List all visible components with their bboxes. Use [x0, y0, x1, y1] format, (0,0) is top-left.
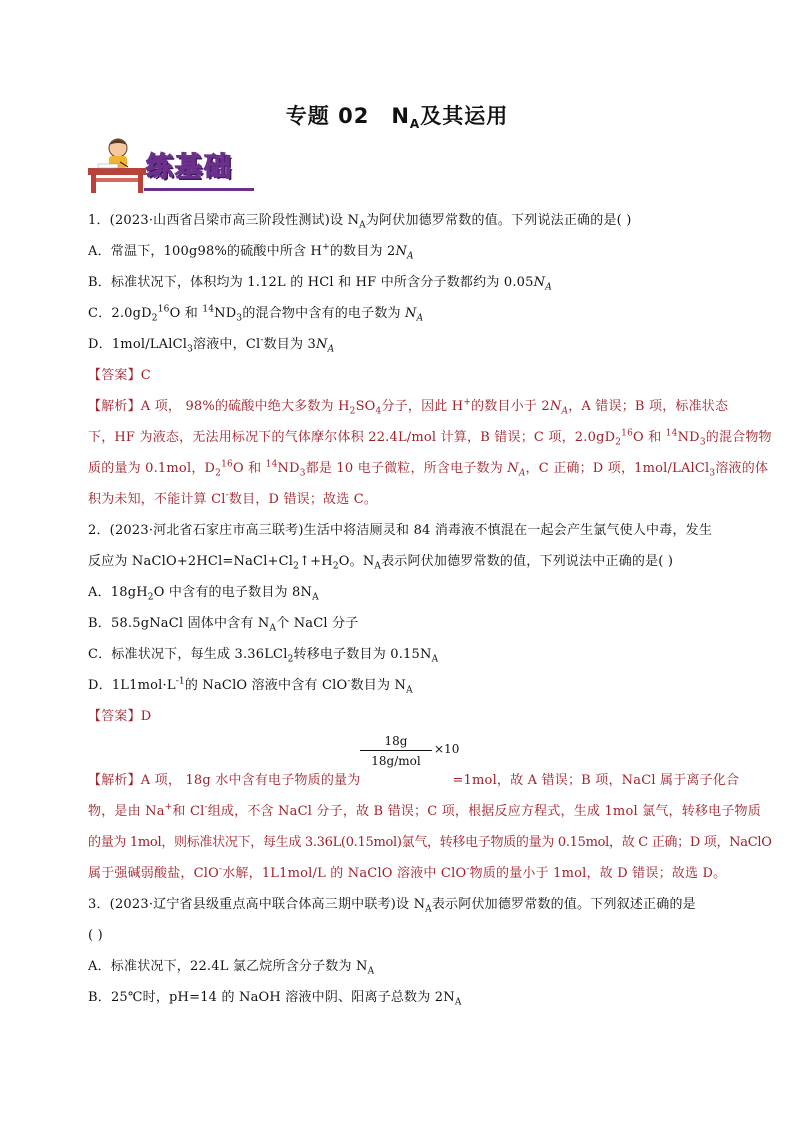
- q1-explanation-line2: 下，HF 为液态，无法用标况下的气体摩尔体积 22.4L/mol 计算，B 错误；C 项，$2.0gD_2^{16}O$ 和 $^{14}ND_3$的混合物物: [88, 428, 772, 448]
- q2-option-c: C．标准状况下，每生成 3.36LCl$_2$转移电子数目为 $0.15N_A$: [88, 647, 439, 665]
- q3-stem-line1: 3．(2023·辽宁省县级重点高中联合体高三期中联考)设 $N_A$表示阿伏加德罗常数的值。下列叙述正确的是: [88, 897, 696, 915]
- q1-option-c: C．$2.0gD_2^{16}O$ 和 $^{14}ND_3$的混合物中含有的电子数为 $N_A$: [88, 304, 424, 324]
- q1-option-d: D．1mol/LAlCl$_3$溶液中，Cl-数目为 $3N_A$: [88, 335, 335, 355]
- q2-option-b: B．58.5gNaCl 固体中含有 $N_A$个 NaCl 分子: [88, 616, 359, 634]
- q2-explanation-line1: 【解析】A 项， 18g 水中含有电子物质的量为 =1mol，故 A 错误；B 项，NaCl 属于离子化合: [88, 773, 740, 788]
- q2-option-a: A．$18gH_2O$ 中含有的电子数目为 $8N_A$: [88, 585, 319, 603]
- q1-explanation-line1: 【解析】A 项， 98%的硫酸中绝大多数为 $H_2SO_4$分子，因此 H+的数目小于 $2N_A$，A 错误；B 项，标准状态: [88, 397, 729, 417]
- title-symbol: N: [391, 104, 410, 128]
- q2-stem-line1: 2．(2023·河北省石家庄市高三联考)生活中将洁厕灵和 84 消毒液不慎混在一起会产生氯气使人中毒，发生: [88, 523, 713, 538]
- fraction-multiplier: ×10: [434, 742, 460, 756]
- title-subscript: A: [409, 117, 421, 132]
- q2-explanation-line2: 物，是由 Na+和 Cl-组成，不含 NaCl 分子，故 B 错误；C 项，根据反应方程式，生成 1mol 氯气，转移电子物质: [88, 802, 761, 819]
- q2-option-d: D．$1L1mol\cdot L^{-1}$的 NaClO 溶液中含有 ClO-数目为 $N_A$: [88, 676, 413, 696]
- q1-explanation-line4: 积为未知，不能计算 Cl-数目，D 错误；故选 C。: [88, 490, 378, 507]
- q3-option-a: A．标准状况下，22.4L 氯乙烷所含分子数为 $N_A$: [88, 959, 375, 977]
- q1-explanation-line3: 质的量为 0.1mol，$D_2^{16}O$ 和 $^{14}ND_3$都是 10 电子微粒，所含电子数为 $N_A$，C 正确；D 项，1mol/LAlCl$_3$溶液的体: [88, 459, 769, 479]
- question-list: [88, 205, 772, 1013]
- q3-option-b: B．25℃时，pH=14 的 NaOH 溶液中阴、阳离子总数为 $2N_A$: [88, 990, 462, 1008]
- title-prefix: 专题 02: [285, 104, 370, 128]
- q2-fraction-row: [88, 732, 736, 787]
- q1-stem: 1．(2023·山西省吕梁市高三阶段性测试)设 $N_A$为阿伏加德罗常数的值。下列说法正确的是( ): [88, 213, 632, 231]
- q2-explanation-line3: 的量为 1mol，则标准状况下，每生成 3.36L(0.15mol)氯气，转移电子物质的量为 0.15mol，故 C 正确；D 项，NaClO: [88, 835, 772, 850]
- page-title: [0, 100, 794, 130]
- banner-label: 练基础: [146, 152, 233, 183]
- q2-stem-line2: 反应为 $NaClO+2HCl=NaCl+Cl_2↑+H_2O$。$N_A$表示阿伏加德罗常数的值，下列说法中正确的是( ): [88, 554, 674, 572]
- title-suffix: 及其运用: [420, 104, 509, 128]
- q1-option-b: B．标准状况下，体积均为 1.12L 的 HCl 和 HF 中所含分子数都约为 $0.05N_A$: [88, 275, 552, 293]
- q2-explanation-line4: 属于强碱弱酸盐，ClO-水解，1L1mol/L 的 NaClO 溶液中 ClO-物质的量小于 1mol，故 D 错误；故选 D。: [88, 864, 727, 881]
- fraction-denominator: 18g/mol: [371, 754, 421, 768]
- q2-answer: 【答案】D: [88, 709, 152, 724]
- fraction-numerator: 18g: [384, 734, 408, 748]
- section-banner: [88, 136, 258, 196]
- q1-option-a: A．常温下，100g98%的硫酸中所含 H+的数目为 $2N_A$: [88, 242, 414, 262]
- q3-stem-line2: ( ): [88, 928, 103, 943]
- q1-answer: 【答案】C: [88, 368, 151, 383]
- q2-fraction: [358, 732, 434, 771]
